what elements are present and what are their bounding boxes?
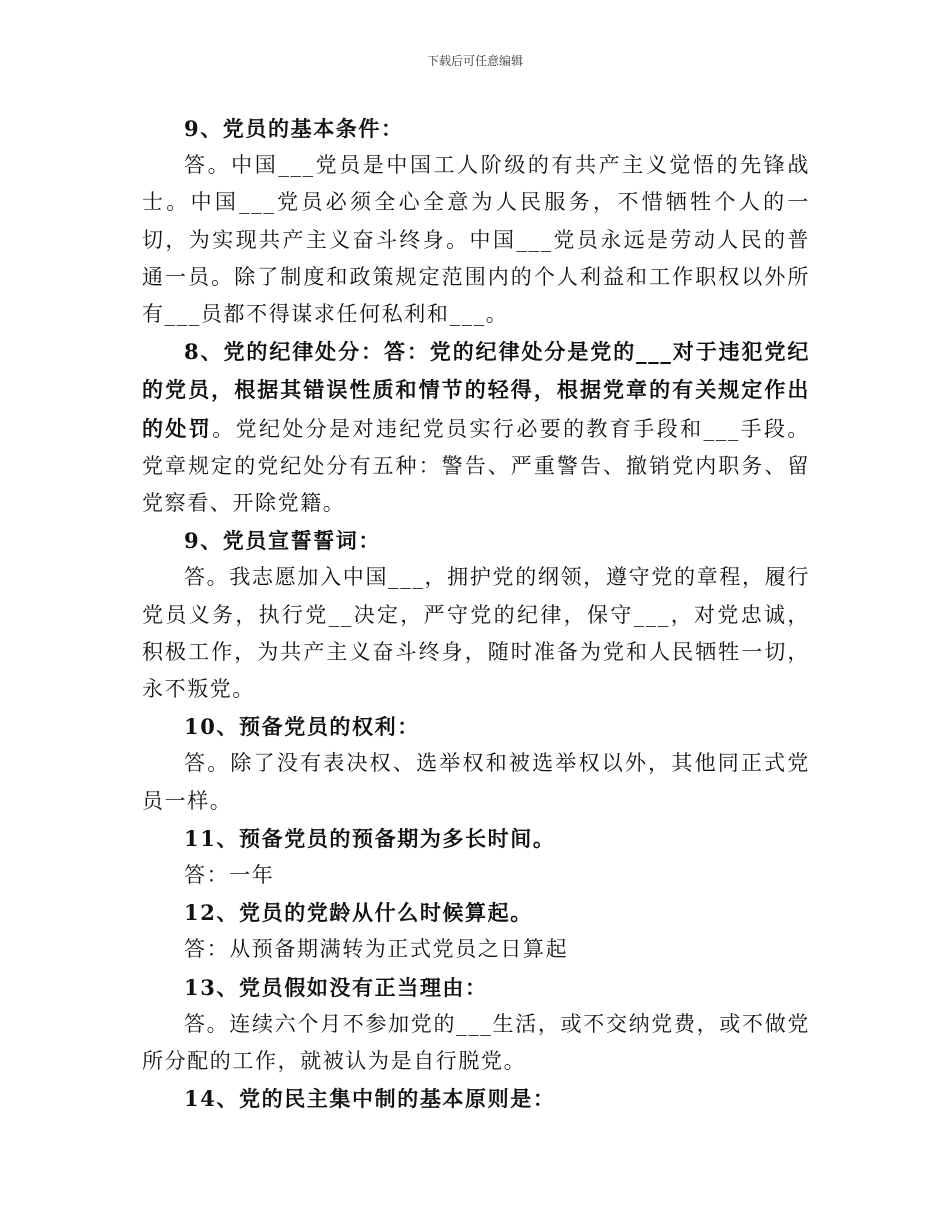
answer-paragraph: 答。我志愿加入中国___，拥护党的纲领，遵守党的章程，履行党员义务，执行党__决定，严守党的纪律，保守___，对党忠诚，积极工作，为共产主义奋斗终身，随时准备为党和人民牺牲一切，永不叛党。 [142,565,810,702]
answer-paragraph: 答。除了没有表决权、选举权和被选举权以外，其他同正式党员一样。 [142,751,810,813]
question-heading: 10、预备党员的权利： [184,714,420,740]
question-heading: 14、党的民主集中制的基本原则是： [184,1086,556,1112]
bold-segment: 8、党的纪律处分：答：党的纪律处分是党的___对于违犯党纪的党员，根据其错误性质和情节的轻得，根据党章的有关规定作出的处罚 [142,339,810,441]
question-heading: 9、党员宣誓誓词： [184,528,382,554]
question-heading: 9、党员的基本条件： [184,116,404,141]
question-heading: 13、党员假如没有正当理由： [184,974,488,1000]
answer-paragraph: 答：一年 [184,863,275,888]
document-body [142,110,810,1117]
answer-paragraph: 答。连续六个月不参加党的___生活，或不交纳党费，或不做党所分配的工作，就被认为是自行脱党。 [142,1011,810,1074]
answer-paragraph: 答。中国___党员是中国工人阶级的有共产主义觉悟的先锋战士。中国___党员必须全心全意为人民服务，不惜牺牲个人的一切，为实现共产主义奋斗终身。中国___党员永远是劳动人民的普通一员。除了制度和政策规定范围内的个人利益和工作职权以外所有___员都不得谋求任何私利和___。 [142,153,810,327]
page-header: 下载后可任意编辑 [426,54,523,68]
question-heading: 12、党员的党龄从什么时候算起。 [184,900,533,926]
mixed-paragraph [142,333,810,522]
normal-segment: 。党纪处分是对违纪党员实行必要的教育手段和___手段。党章规定的党纪处分有五种：警告、严重警告、撤销党内职务、留党察看、开除党籍。 [142,416,810,516]
question-heading: 11、预备党员的预备期为多长时间。 [184,825,556,851]
answer-paragraph: 答：从预备期满转为正式党员之日算起 [184,937,569,962]
